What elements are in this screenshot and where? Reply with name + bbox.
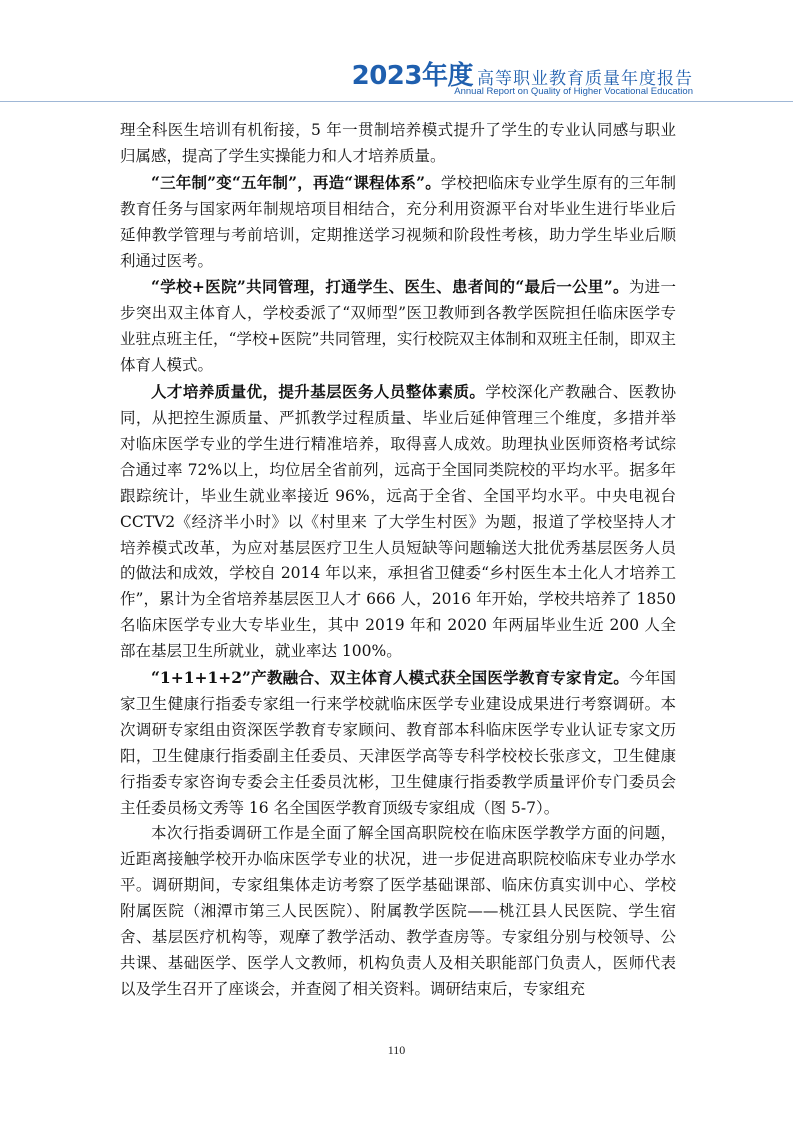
paragraph-5-body: 今年国家卫生健康行指委专家组一行来学校就临床医学专业建设成果进行考察调研。本次调研专家组由资深医学教育专家顾问、教育部本科临床医学专业认证专家文历阳，卫生健康行指委副主任委员、天津医学高等专科学校校长张彦文，卫生健康行指委专家咨询专委会主任委员沈彬，卫生健康行指委教学质量评价专门委员会主任委员杨文秀等 16 名全国医学教育顶级专家组成（图 5-7）。 — [120, 669, 676, 817]
paragraph-3-heading: “学校+医院”共同管理，打通学生、医生、患者间的“最后一公里”。 — [151, 277, 629, 297]
paragraph-4-body: 学校深化产教融合、医教协同，从把控生源质量、严抓教学过程质量、毕业后延伸管理三个维度，多措并举对临床医学专业的学生进行精准培养，取得喜人成效。助理执业医师资格考试综合通过率 72%以上，均位居全省前列，远高于全国同类院校的平均水平。据多年跟踪统计，毕业生就业率接近 96%，远高于全省、全国平均水平。中央电视台 CCTV2《经济半小时》以《村里来 了大学生村医》为题，报道了学校坚持人才培养模式改革，为应对基层医疗卫生人员短缺等问题输送大批优秀基层医务人员的做法和成效，学校自 2014 年以来，承担省卫健委“乡村医生本土化人才培养工作”，累计为全省培养基层医卫人才 666 人，2016 年开始，学校共培养了 1850 名临床医学专业大专毕业生，其中 2019 年和 2020 年两届毕业生近 200 人全部在基层卫生所就业，就业率达 100%。 — [120, 383, 676, 661]
paragraph-2-body: 学校把临床专业学生原有的三年制教育任务与国家两年制规培项目相结合，充分利用资源平台对毕业生进行毕业后延伸教学管理与考前培训，定期推送学习视频和阶段性考核，助力学生毕业后顺利通过医考。 — [120, 173, 676, 270]
paragraph-2-heading: “三年制”变“五年制”，再造“课程体系”。 — [151, 172, 441, 192]
paragraph-4-heading: 人才培养质量优，提升基层医务人员整体素质。 — [151, 382, 486, 402]
paragraph-4 — [120, 379, 676, 665]
paragraph-1 — [120, 118, 676, 170]
report-year: 2023年度 — [351, 61, 473, 91]
report-title-en: Annual Report on Quality of Higher Vocational Education — [454, 86, 693, 97]
report-title-cn: 高等职业教育质量年度报告 — [477, 69, 693, 89]
paragraph-1-body: 理全科医生培训有机衔接，5 年一贯制培养模式提升了学生的专业认同感与职业归属感，提高了学生实操能力和人才培养质量。 — [120, 121, 676, 165]
page-header — [0, 0, 793, 100]
paragraph-2 — [120, 170, 676, 275]
paragraph-6 — [120, 821, 676, 1002]
body-text — [120, 118, 676, 1003]
header-divider — [0, 101, 793, 102]
page-number: 110 — [387, 1043, 406, 1057]
paragraph-3 — [120, 274, 676, 379]
paragraph-3-body: 为进一步突出双主体育人，学校委派了“双师型”医卫教师到各教学医院担任临床医学专业驻点班主任，“学校+医院”共同管理，实行校院双主体制和双班主任制，即双主体育人模式。 — [120, 278, 676, 375]
paragraph-5 — [120, 665, 676, 821]
paragraph-6-body: 本次行指委调研工作是全面了解全国高职院校在临床医学教学方面的问题，近距离接触学校开办临床医学专业的状况，进一步促进高职院校临床专业办学水平。调研期间，专家组集体走访考察了医学基础课部、临床仿真实训中心、学校附属医院（湘潭市第三人民医院）、附属教学医院——桃江县人民医院、学生宿舍、基层医疗机构等，观摩了教学活动、教学查房等。专家组分别与校领导、公共课、基础医学、医学人文教师，机构负责人及相关职能部门负责人，医师代表以及学生召开了座谈会，并查阅了相关资料。调研结束后，专家组充 — [120, 824, 676, 998]
paragraph-5-heading: “1+1+1+2”产教融合、双主体育人模式获全国医学教育专家肯定。 — [151, 668, 629, 688]
